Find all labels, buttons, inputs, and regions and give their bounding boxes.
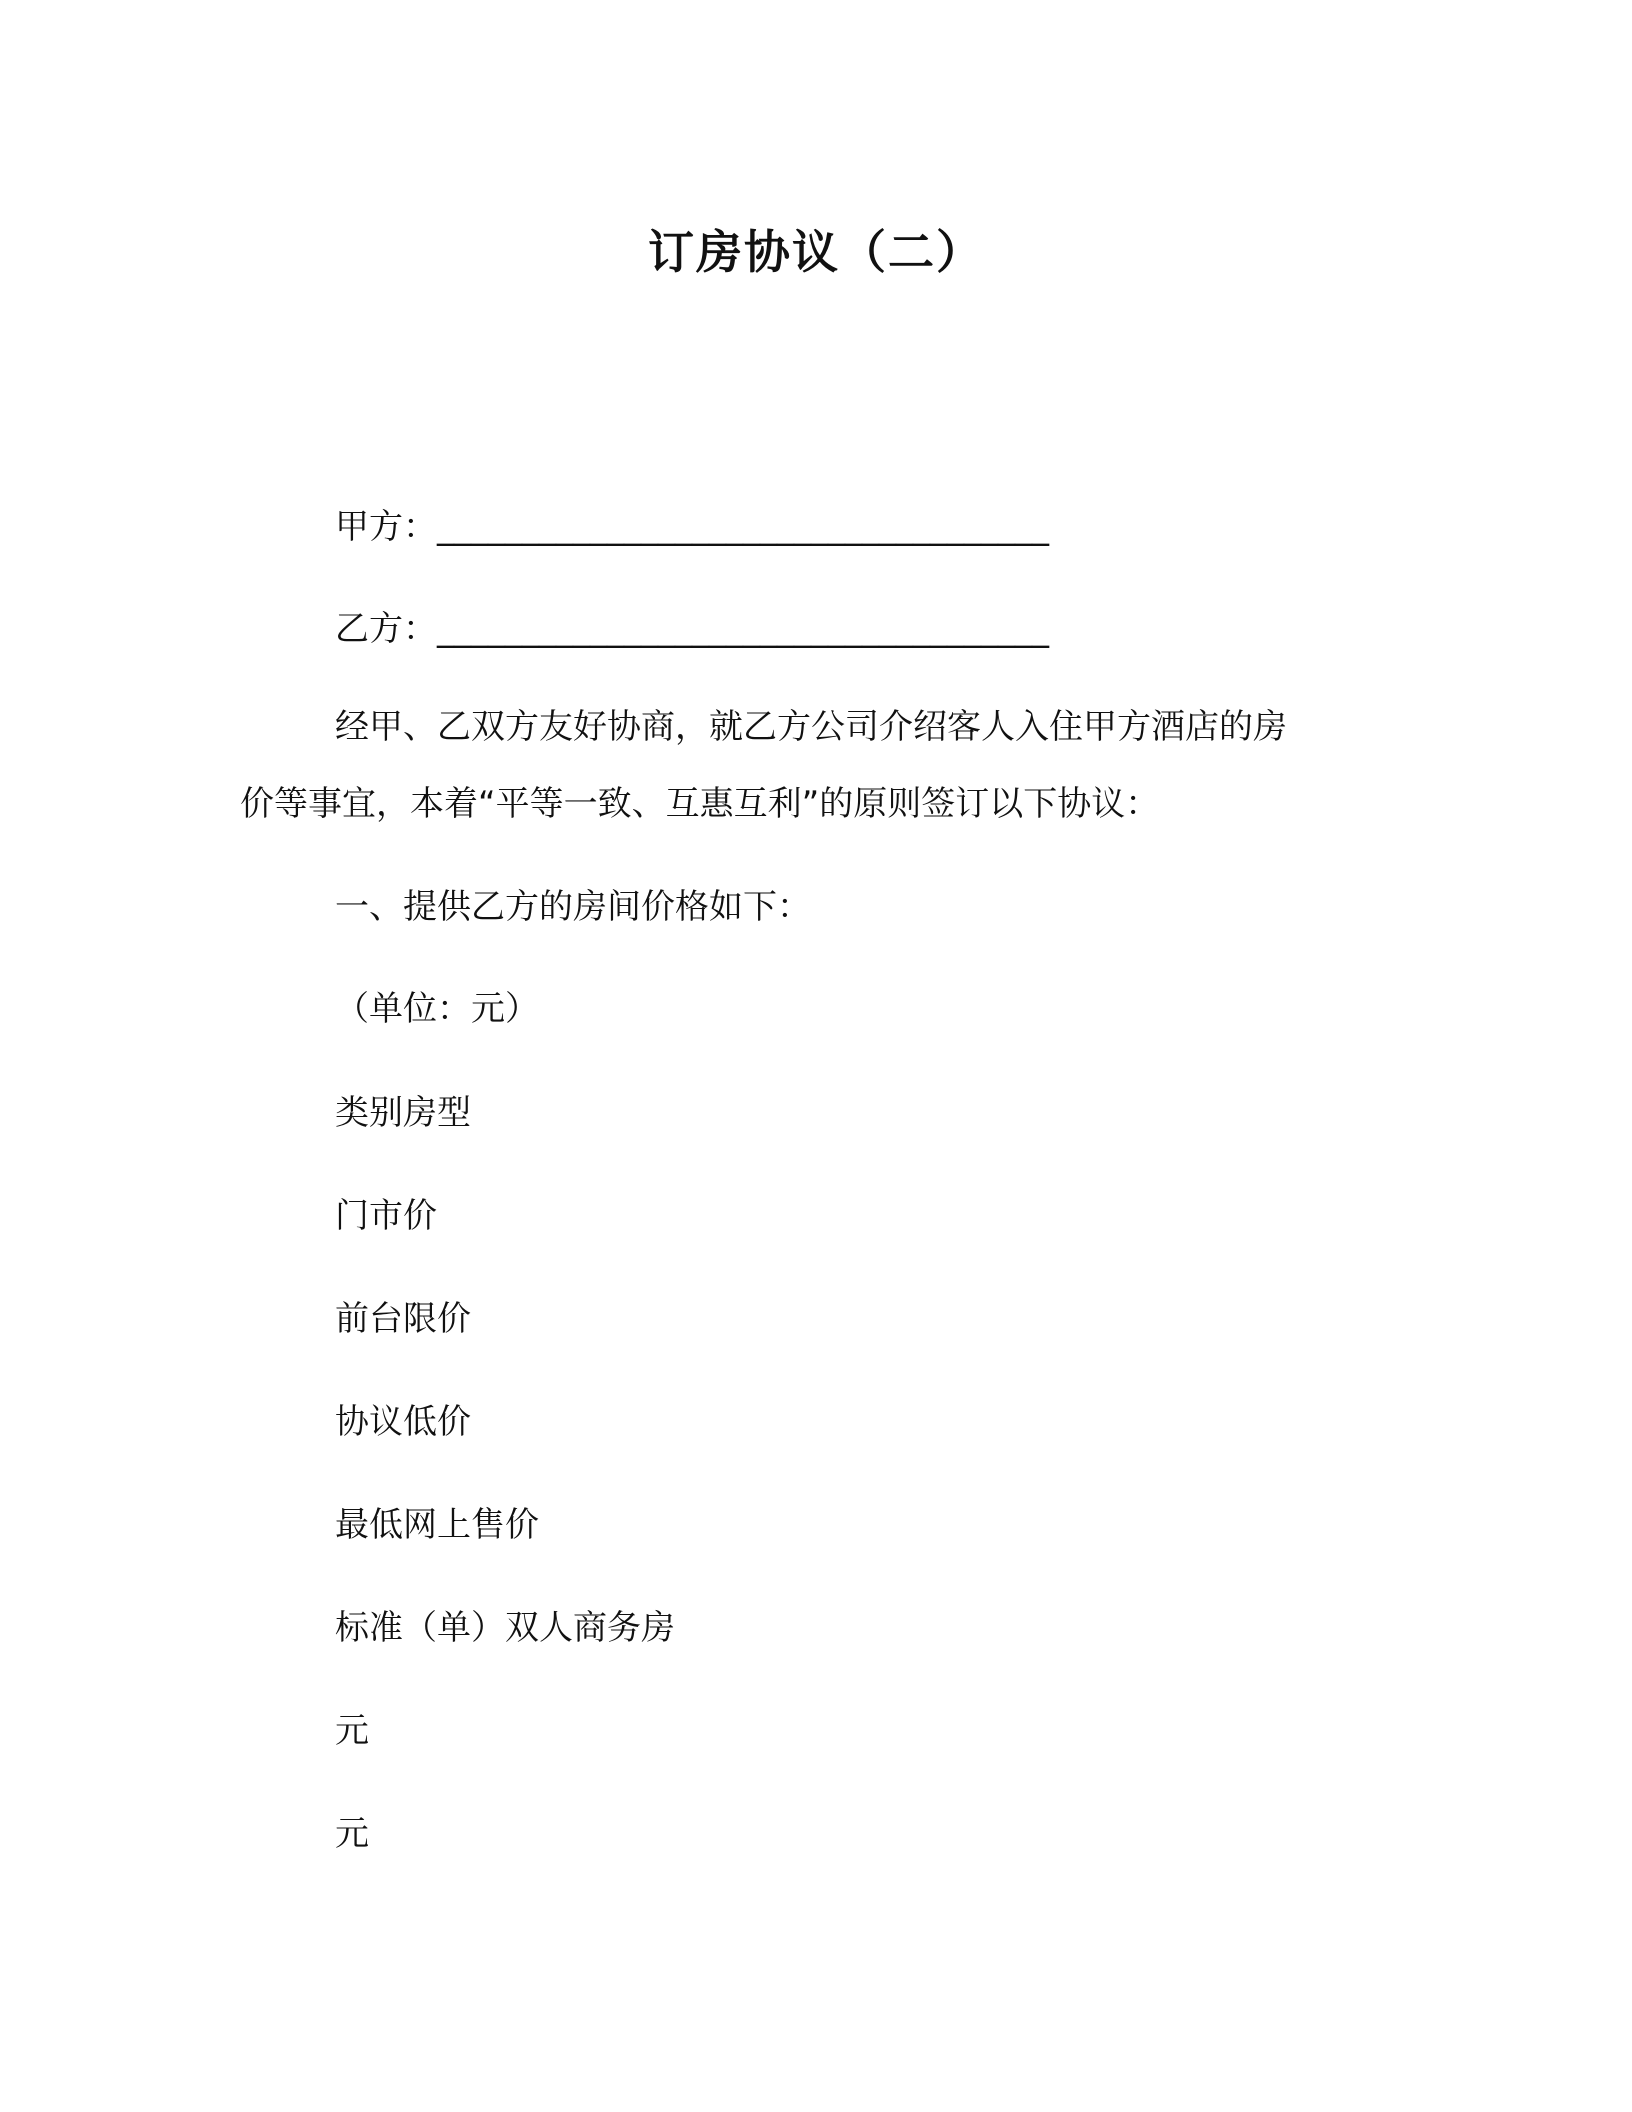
table-row-room-type: 标准（单）双人商务房 [335,1608,675,1648]
table-header-rack-rate: 门市价 [335,1196,437,1236]
intro-paragraph-line-1: 经甲、乙双方友好协商，就乙方公司介绍客人入住甲方酒店的房 [335,707,1287,747]
intro-paragraph-line-2: 价等事宜，本着“平等一致、互惠互利”的原则签订以下协议： [240,784,1160,824]
party-b-line: 乙方：____________________________________ [335,609,1049,649]
table-header-room-type: 类别房型 [335,1093,471,1133]
section-1-heading: 一、提供乙方的房间价格如下： [335,887,811,927]
party-a-line: 甲方：____________________________________ [335,507,1049,547]
table-header-agreement-low-price: 协议低价 [335,1402,471,1442]
table-cell-value-2: 元 [335,1814,369,1854]
table-header-online-low-price: 最低网上售价 [335,1505,539,1545]
table-header-front-desk-price: 前台限价 [335,1299,471,1339]
unit-note: （单位：元） [335,989,539,1029]
table-cell-value-1: 元 [335,1711,369,1751]
document-title: 订房协议（二） [648,225,984,279]
